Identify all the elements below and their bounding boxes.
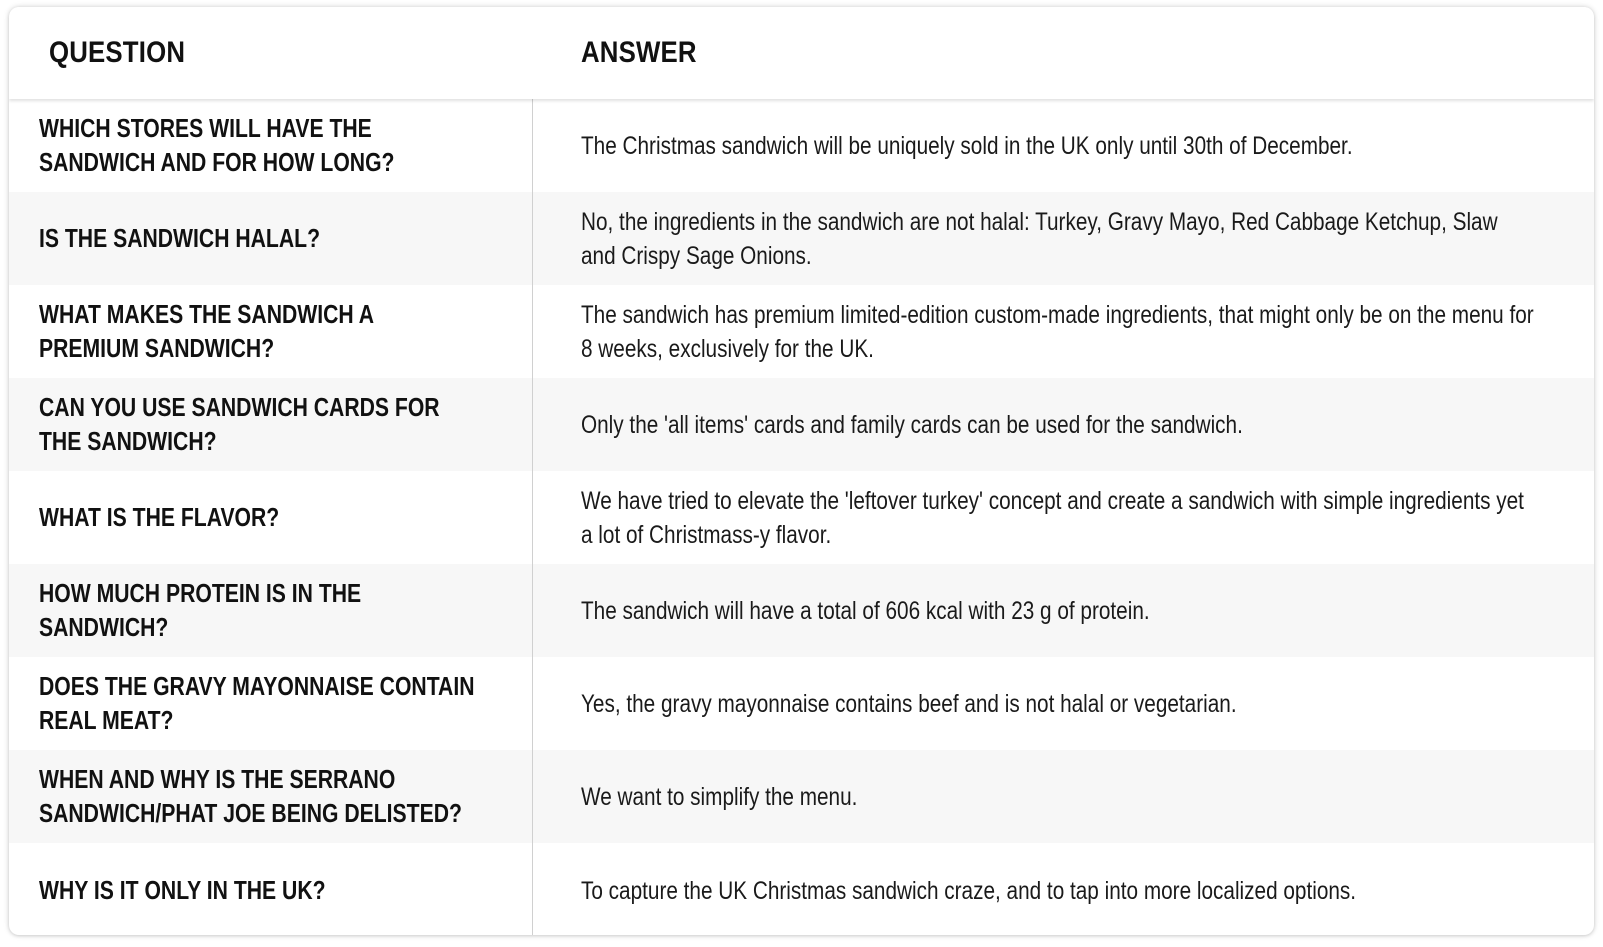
table-row [9,750,1594,843]
table-row [9,471,1594,564]
question-text-line: SANDWICH AND FOR HOW LONG? [39,148,395,177]
question-text-line: IS THE SANDWICH HALAL? [39,224,321,253]
question-text-line: WHAT IS THE FLAVOR? [39,503,280,532]
answer-cell [581,378,1536,471]
answer-column-header: ANSWER [581,36,697,69]
question-text-line: CAN YOU USE SANDWICH CARDS FOR [39,393,440,422]
table-body [9,99,1594,935]
question-text-line: WHY IS IT ONLY IN THE UK? [39,876,326,905]
question-column-header: QUESTION [49,36,186,69]
question-text-line: SANDWICH? [39,613,169,642]
table-row [9,285,1594,378]
question-text-line: WHICH STORES WILL HAVE THE [39,114,372,143]
question-cell [39,843,504,935]
answer-text: Yes, the gravy mayonnaise contains beef and is not halal or vegetarian. [581,689,1237,718]
answer-text: Only the 'all items' cards and family cards can be used for the sandwich. [581,410,1243,439]
answer-cell [581,471,1536,564]
question-cell [39,99,504,192]
question-cell [39,750,504,843]
answer-cell [581,99,1536,192]
question-text-line: DOES THE GRAVY MAYONNAISE CONTAIN [39,672,475,701]
answer-cell [581,657,1536,750]
question-text-line: HOW MUCH PROTEIN IS IN THE [39,579,362,608]
question-cell [39,378,504,471]
answer-text: No, the ingredients in the sandwich are not halal: Turkey, Gravy Mayo, Red Cabbage Ketchup, Slaw and Crispy Sage Onions. [581,207,1498,270]
column-divider [532,7,533,935]
question-cell [39,471,504,564]
answer-cell [581,564,1536,657]
question-text-line: WHAT MAKES THE SANDWICH A [39,300,375,329]
answer-cell [581,285,1536,378]
answer-text: The Christmas sandwich will be uniquely sold in the UK only until 30th of December. [581,131,1353,160]
table-row [9,564,1594,657]
question-text-line: SANDWICH/PHAT JOE BEING DELISTED? [39,799,462,828]
table-row [9,192,1594,285]
answer-cell [581,192,1536,285]
answer-text: We have tried to elevate the 'leftover turkey' concept and create a sandwich with simple ingredients yet a lot of Christmass-y flavor. [581,486,1524,549]
question-text-line: REAL MEAT? [39,706,174,735]
table-row [9,843,1594,935]
question-text-line: PREMIUM SANDWICH? [39,334,275,363]
answer-text: To capture the UK Christmas sandwich craze, and to tap into more localized options. [581,876,1357,905]
table-row [9,657,1594,750]
question-text-line: WHEN AND WHY IS THE SERRANO [39,765,396,794]
faq-table [9,7,1594,935]
question-cell [39,564,504,657]
table-row [9,99,1594,192]
question-cell [39,285,504,378]
table-header [9,7,1594,99]
answer-text: The sandwich will have a total of 606 kcal with 23 g of protein. [581,596,1150,625]
answer-text: We want to simplify the menu. [581,782,858,811]
question-cell [39,192,504,285]
question-text-line: THE SANDWICH? [39,427,217,456]
answer-cell [581,750,1536,843]
answer-cell [581,843,1536,935]
answer-text: The sandwich has premium limited-edition custom-made ingredients, that might only be on the menu for 8 weeks, exclusively for the UK. [581,300,1534,363]
question-cell [39,657,504,750]
table-row [9,378,1594,471]
